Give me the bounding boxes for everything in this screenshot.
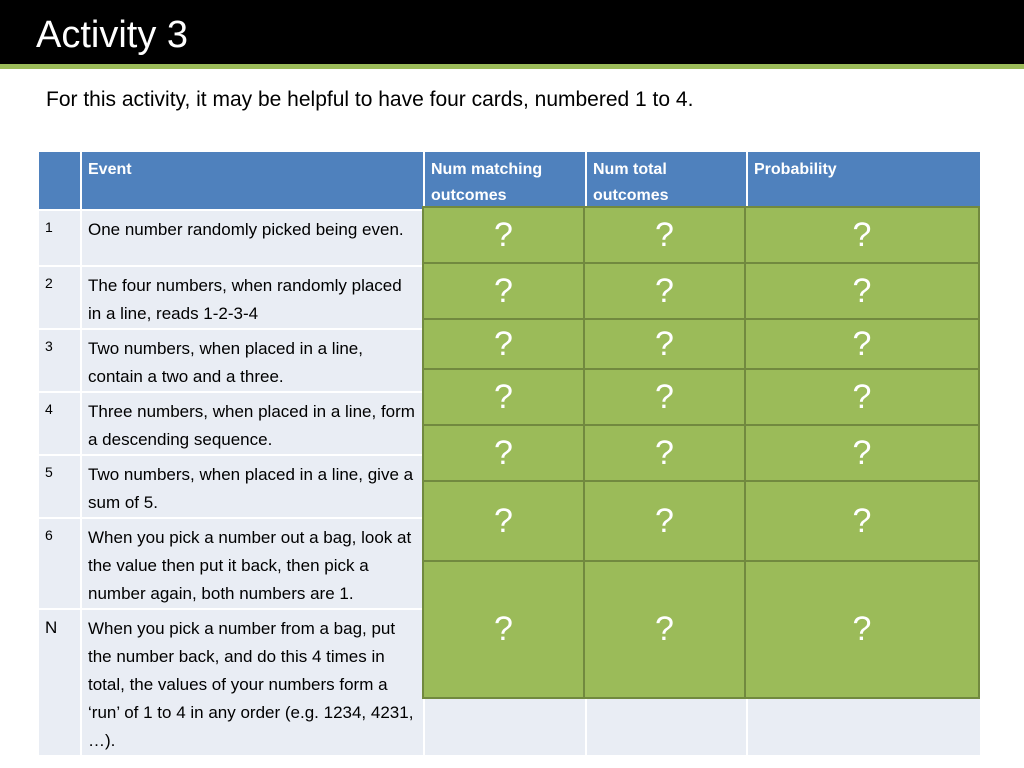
answer-cover-total-2[interactable]: ? [583,262,746,320]
row-number: 6 [38,518,81,609]
answer-cover-probability-n[interactable]: ? [744,560,980,699]
row-number: 1 [38,210,81,266]
header-probability: Probability [747,151,981,210]
slide-title: Activity 3 [36,14,189,56]
answer-cover-probability-4[interactable]: ? [744,368,980,426]
answer-cover-total-4[interactable]: ? [583,368,746,426]
event-text: The four numbers, when randomly placed in a line, reads 1-2-3-4 [81,266,424,329]
answer-cover-matching-6[interactable]: ? [422,480,585,562]
answer-cover-matching-n[interactable]: ? [422,560,585,699]
header-num-matching: Num matching outcomes [424,151,586,210]
event-text: When you pick a number out a bag, look at the value then put it back, then pick a number again, both numbers are 1. [81,518,424,609]
answer-cover-total-6[interactable]: ? [583,480,746,562]
event-text: Two numbers, when placed in a line, give a sum of 5. [81,455,424,518]
answer-cover-matching-1[interactable]: ? [422,206,585,264]
answer-cover-probability-5[interactable]: ? [744,424,980,482]
answer-cover-total-1[interactable]: ? [583,206,746,264]
answer-cover-probability-1[interactable]: ? [744,206,980,264]
row-number: 5 [38,455,81,518]
intro-text: For this activity, it may be helpful to have four cards, numbered 1 to 4. [46,88,694,111]
event-text: Two numbers, when placed in a line, contain a two and a three. [81,329,424,392]
answer-cover-probability-3[interactable]: ? [744,318,980,370]
answer-cover-matching-5[interactable]: ? [422,424,585,482]
answer-cover-total-3[interactable]: ? [583,318,746,370]
title-underline [0,64,1024,69]
header-num-total: Num total outcomes [586,151,747,210]
event-text: Three numbers, when placed in a line, form a descending sequence. [81,392,424,455]
event-text: When you pick a number from a bag, put the number back, and do this 4 times in total, the values of your numbers form a ‘run’ of 1 to 4 in any order (e.g. 1234, 4231, …). [81,609,424,756]
header-number [38,151,81,210]
answer-cover-matching-2[interactable]: ? [422,262,585,320]
answer-cover-matching-4[interactable]: ? [422,368,585,426]
answer-cover-probability-6[interactable]: ? [744,480,980,562]
event-text: One number randomly picked being even. [81,210,424,266]
row-number: N [38,609,81,756]
header-event: Event [81,151,424,210]
answer-cover-matching-3[interactable]: ? [422,318,585,370]
answer-cover-total-5[interactable]: ? [583,424,746,482]
row-number: 4 [38,392,81,455]
answer-cover-total-n[interactable]: ? [583,560,746,699]
table-header-row [38,151,981,210]
row-number: 2 [38,266,81,329]
answer-cover-probability-2[interactable]: ? [744,262,980,320]
row-number: 3 [38,329,81,392]
